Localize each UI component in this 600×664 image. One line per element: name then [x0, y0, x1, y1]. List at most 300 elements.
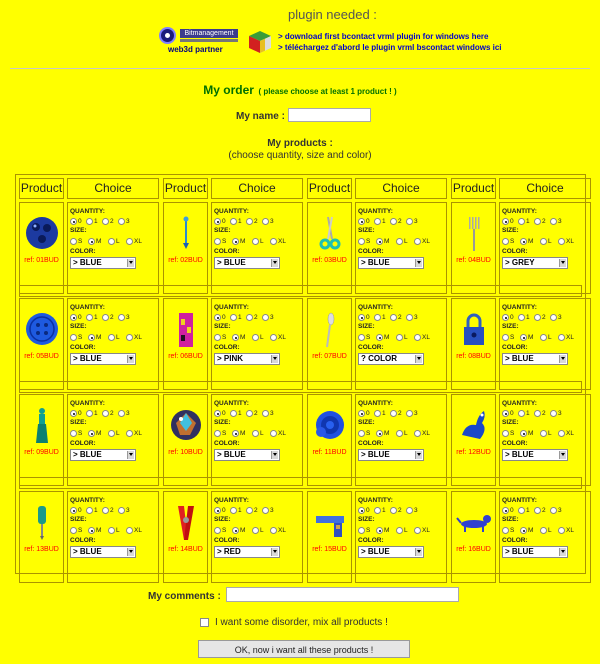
product-cell: [19, 491, 64, 583]
quantity-radio-2[interactable]: [534, 314, 541, 321]
size-radio-m[interactable]: [88, 334, 95, 341]
header: [0, 0, 600, 62]
color-select-value: > BLUE: [217, 258, 246, 267]
quantity-radio-1[interactable]: [230, 507, 237, 514]
quantity-label: QUANTITY:: [214, 497, 249, 504]
quantity-radio-1[interactable]: [374, 507, 381, 514]
size-option-label: M: [384, 334, 390, 341]
size-radio-m[interactable]: [520, 430, 527, 437]
quantity-radio-0[interactable]: [502, 410, 509, 417]
color-select-value: > BLUE: [73, 354, 102, 363]
quantity-label: QUANTITY:: [358, 400, 393, 407]
size-radio-xl[interactable]: [270, 334, 277, 341]
quantity-label: QUANTITY:: [502, 400, 537, 407]
size-radio-xl[interactable]: [558, 238, 565, 245]
size-option-label: L: [404, 430, 408, 437]
color-select[interactable]: [70, 257, 136, 269]
size-option-label: S: [222, 238, 227, 245]
quantity-radio-1[interactable]: [86, 507, 93, 514]
quantity-option-label: 3: [126, 218, 130, 225]
quantity-radio-2[interactable]: [246, 218, 253, 225]
quantity-option-label: 1: [382, 507, 386, 514]
quantity-option-label: 0: [510, 410, 514, 417]
quantity-option-label: 1: [382, 314, 386, 321]
size-radio-l[interactable]: [108, 527, 115, 534]
mix-products-checkbox[interactable]: [200, 618, 209, 627]
size-radio-xl[interactable]: [126, 334, 133, 341]
quantity-radio-2[interactable]: [246, 314, 253, 321]
size-option-label: S: [78, 238, 83, 245]
chevron-down-icon: [271, 259, 278, 267]
size-radio-xl[interactable]: [126, 527, 133, 534]
quantity-option-label: 1: [526, 507, 530, 514]
size-option-label: XL: [134, 527, 142, 534]
choice-cell: [499, 298, 591, 390]
size-radio-xl[interactable]: [414, 334, 421, 341]
color-label: COLOR:: [70, 248, 96, 255]
size-radio-m[interactable]: [520, 527, 527, 534]
quantity-option-label: 2: [254, 507, 258, 514]
size-radio-xl[interactable]: [126, 238, 133, 245]
partner-logo-tagline: [180, 39, 238, 42]
quantity-radio-0[interactable]: [70, 507, 77, 514]
fork-icon: [454, 213, 494, 253]
partner-logo-text: Bitmanagement: [180, 29, 238, 38]
plugin-links: [278, 31, 502, 53]
size-radio-l[interactable]: [108, 238, 115, 245]
color-select[interactable]: [70, 449, 136, 461]
size-radio-xl[interactable]: [558, 527, 565, 534]
quantity-radio-0[interactable]: [358, 410, 365, 417]
size-option-label: XL: [278, 430, 286, 437]
quantity-label: QUANTITY:: [70, 400, 105, 407]
header-product-2: Product: [163, 178, 208, 199]
quantity-label: QUANTITY:: [70, 208, 105, 215]
quantity-radio-3[interactable]: [118, 314, 125, 321]
quantity-label: QUANTITY:: [502, 208, 537, 215]
quantity-option-label: 3: [126, 410, 130, 417]
quantity-radio-0[interactable]: [214, 218, 221, 225]
quantity-option-label: 1: [94, 507, 98, 514]
plugin-link-french[interactable]: > téléchargez d'abord le plugin vrml bscontact windows ici: [278, 43, 502, 52]
chevron-down-icon: [127, 355, 134, 363]
quantity-option-label: 1: [94, 218, 98, 225]
size-radio-m[interactable]: [376, 334, 383, 341]
size-label: SIZE:: [70, 516, 87, 523]
quantity-radio-3[interactable]: [406, 507, 413, 514]
size-radio-s[interactable]: [358, 527, 365, 534]
size-option-label: XL: [422, 527, 430, 534]
quantity-radio-3[interactable]: [262, 218, 269, 225]
product-ref: ref: 11BUD: [312, 449, 347, 456]
size-radio-s[interactable]: [502, 238, 509, 245]
pistol-icon: [310, 502, 350, 542]
quantity-option-label: 1: [526, 410, 530, 417]
size-radio-s[interactable]: [214, 430, 221, 437]
quantity-option-label: 3: [558, 410, 562, 417]
size-radio-s[interactable]: [214, 527, 221, 534]
quantity-radio-3[interactable]: [406, 218, 413, 225]
quantity-radio-3[interactable]: [118, 218, 125, 225]
size-option-label: XL: [422, 430, 430, 437]
quantity-radio-0[interactable]: [70, 314, 77, 321]
scissors-icon: [310, 213, 350, 253]
product-cell: [19, 298, 64, 390]
product-cell: [19, 394, 64, 486]
quantity-radio-0[interactable]: [358, 218, 365, 225]
color-label: COLOR:: [214, 248, 240, 255]
size-radio-l[interactable]: [396, 430, 403, 437]
quantity-option-label: 3: [126, 507, 130, 514]
quantity-radio-0[interactable]: [358, 507, 365, 514]
size-radio-xl[interactable]: [126, 430, 133, 437]
order-title-text: My order: [203, 83, 254, 97]
quantity-option-label: 1: [238, 410, 242, 417]
size-option-label: M: [96, 430, 102, 437]
quantity-radio-0[interactable]: [214, 314, 221, 321]
quantity-radio-3[interactable]: [406, 314, 413, 321]
size-option-label: S: [366, 527, 371, 534]
product-cell: [451, 394, 496, 486]
size-radio-s[interactable]: [502, 527, 509, 534]
quantity-label: QUANTITY:: [502, 304, 537, 311]
header-product-3: Product: [307, 178, 352, 199]
quantity-radio-1[interactable]: [518, 507, 525, 514]
quantity-radio-2[interactable]: [102, 410, 109, 417]
quantity-radio-1[interactable]: [86, 218, 93, 225]
color-select-value: > BLUE: [361, 258, 390, 267]
choice-cell: [355, 491, 447, 583]
comments-input[interactable]: [226, 587, 459, 602]
quantity-radio-1[interactable]: [374, 410, 381, 417]
header-choice-2: Choice: [211, 178, 303, 199]
quantity-radio-1[interactable]: [230, 314, 237, 321]
quantity-option-label: 2: [542, 410, 546, 417]
quantity-radio-0[interactable]: [502, 314, 509, 321]
quantity-option-label: 0: [222, 410, 226, 417]
color-select-value: > BLUE: [505, 547, 534, 556]
quantity-option-label: 1: [94, 314, 98, 321]
size-option-label: M: [240, 527, 246, 534]
size-radio-s[interactable]: [70, 527, 77, 534]
quantity-option-label: 3: [126, 314, 130, 321]
size-option-label: L: [260, 238, 264, 245]
quantity-label: QUANTITY:: [214, 208, 249, 215]
quantity-option-label: 2: [542, 507, 546, 514]
choice-cell: [499, 491, 591, 583]
quantity-radio-1[interactable]: [230, 218, 237, 225]
quantity-radio-3[interactable]: [550, 410, 557, 417]
size-option-label: M: [384, 430, 390, 437]
color-label: COLOR:: [502, 440, 528, 447]
size-radio-l[interactable]: [540, 430, 547, 437]
size-radio-l[interactable]: [396, 527, 403, 534]
size-option-label: XL: [134, 334, 142, 341]
quantity-radio-0[interactable]: [70, 218, 77, 225]
size-radio-xl[interactable]: [558, 334, 565, 341]
size-option-label: S: [222, 430, 227, 437]
quantity-radio-3[interactable]: [118, 410, 125, 417]
quantity-radio-3[interactable]: [262, 314, 269, 321]
quantity-radio-2[interactable]: [102, 218, 109, 225]
size-option-label: M: [528, 238, 534, 245]
size-radio-m[interactable]: [232, 430, 239, 437]
quantity-radio-2[interactable]: [390, 410, 397, 417]
chevron-down-icon: [559, 259, 566, 267]
quantity-radio-0[interactable]: [214, 507, 221, 514]
chevron-down-icon: [271, 451, 278, 459]
quantity-radio-2[interactable]: [534, 507, 541, 514]
size-option-label: M: [96, 527, 102, 534]
size-radio-m[interactable]: [88, 238, 95, 245]
color-select[interactable]: [214, 546, 280, 558]
size-option-label: L: [116, 238, 120, 245]
size-label: SIZE:: [70, 323, 87, 330]
color-label: COLOR:: [70, 440, 96, 447]
choice-cell: [355, 394, 447, 486]
color-select[interactable]: [214, 449, 280, 461]
color-select[interactable]: [502, 546, 568, 558]
choice-cell: [67, 298, 159, 390]
quantity-radio-3[interactable]: [550, 314, 557, 321]
size-radio-s[interactable]: [358, 238, 365, 245]
product-cell: [307, 394, 352, 486]
quantity-option-label: 0: [222, 314, 226, 321]
pink-lighter-icon: [166, 309, 206, 349]
product-ref: ref: 08BUD: [456, 353, 491, 360]
product-cell: [307, 298, 352, 390]
chevron-down-icon: [559, 548, 566, 556]
size-radio-s[interactable]: [358, 334, 365, 341]
screwdriver-icon: [22, 502, 62, 542]
quantity-radio-2[interactable]: [390, 507, 397, 514]
quantity-radio-2[interactable]: [246, 507, 253, 514]
quantity-option-label: 3: [270, 218, 274, 225]
plugin-needed-label: plugin needed :: [288, 7, 377, 22]
blue-pin-icon: [166, 213, 206, 253]
quantity-radio-0[interactable]: [502, 507, 509, 514]
size-radio-l[interactable]: [252, 238, 259, 245]
size-radio-l[interactable]: [396, 334, 403, 341]
quantity-option-label: 2: [398, 314, 402, 321]
size-radio-xl[interactable]: [270, 238, 277, 245]
quantity-radio-2[interactable]: [102, 314, 109, 321]
quantity-option-label: 2: [542, 314, 546, 321]
size-radio-m[interactable]: [88, 430, 95, 437]
quantity-radio-1[interactable]: [518, 410, 525, 417]
quantity-radio-3[interactable]: [550, 218, 557, 225]
size-radio-m[interactable]: [232, 334, 239, 341]
product-ref: ref: 09BUD: [24, 449, 59, 456]
product-ref: ref: 07BUD: [312, 353, 347, 360]
color-select[interactable]: [358, 546, 424, 558]
color-select[interactable]: [502, 353, 568, 365]
choice-cell: [499, 202, 591, 294]
size-radio-s[interactable]: [70, 334, 77, 341]
product-cell: [19, 202, 64, 294]
size-radio-xl[interactable]: [414, 238, 421, 245]
product-ref: ref: 15BUD: [312, 546, 347, 553]
quantity-label: QUANTITY:: [70, 304, 105, 311]
color-select[interactable]: [358, 449, 424, 461]
size-radio-s[interactable]: [70, 430, 77, 437]
size-radio-l[interactable]: [396, 238, 403, 245]
size-radio-xl[interactable]: [558, 430, 565, 437]
quantity-radio-2[interactable]: [390, 314, 397, 321]
quantity-radio-1[interactable]: [230, 410, 237, 417]
size-label: SIZE:: [502, 323, 519, 330]
quantity-label: QUANTITY:: [502, 497, 537, 504]
quantity-radio-3[interactable]: [118, 507, 125, 514]
size-radio-m[interactable]: [232, 238, 239, 245]
quantity-radio-0[interactable]: [502, 218, 509, 225]
color-label: COLOR:: [358, 248, 384, 255]
size-radio-l[interactable]: [252, 527, 259, 534]
size-radio-m[interactable]: [88, 527, 95, 534]
size-option-label: L: [548, 527, 552, 534]
size-radio-m[interactable]: [520, 334, 527, 341]
size-option-label: L: [260, 527, 264, 534]
quantity-radio-1[interactable]: [374, 218, 381, 225]
size-radio-m[interactable]: [520, 238, 527, 245]
size-option-label: XL: [566, 238, 574, 245]
quantity-option-label: 0: [78, 314, 82, 321]
quantity-radio-2[interactable]: [246, 410, 253, 417]
plugin-link-english[interactable]: > download first bcontact vrml plugin for windows here: [278, 32, 489, 41]
color-select[interactable]: [70, 353, 136, 365]
choice-cell: [67, 394, 159, 486]
blue-round-button-icon: [22, 213, 62, 253]
size-option-label: S: [510, 527, 515, 534]
size-option-label: S: [510, 238, 515, 245]
quantity-option-label: 2: [398, 218, 402, 225]
size-radio-l[interactable]: [540, 334, 547, 341]
quantity-radio-3[interactable]: [550, 507, 557, 514]
quantity-option-label: 0: [510, 507, 514, 514]
size-option-label: L: [116, 527, 120, 534]
size-radio-m[interactable]: [232, 527, 239, 534]
color-label: COLOR:: [70, 344, 96, 351]
color-select[interactable]: [358, 257, 424, 269]
size-radio-xl[interactable]: [270, 430, 277, 437]
size-option-label: L: [260, 334, 264, 341]
quantity-radio-3[interactable]: [406, 410, 413, 417]
size-option-label: XL: [134, 430, 142, 437]
size-label: SIZE:: [214, 516, 231, 523]
color-select[interactable]: [502, 449, 568, 461]
quantity-label: QUANTITY:: [214, 304, 249, 311]
submit-order-button[interactable]: OK, now i want all these products !: [198, 640, 410, 658]
quantity-radio-1[interactable]: [86, 410, 93, 417]
quantity-radio-3[interactable]: [262, 410, 269, 417]
name-input[interactable]: [288, 108, 371, 122]
size-option-label: M: [240, 334, 246, 341]
size-radio-l[interactable]: [540, 238, 547, 245]
quantity-option-label: 2: [110, 410, 114, 417]
size-radio-m[interactable]: [376, 527, 383, 534]
quantity-radio-0[interactable]: [214, 410, 221, 417]
size-option-label: L: [404, 527, 408, 534]
quantity-label: QUANTITY:: [358, 208, 393, 215]
color-select[interactable]: [502, 257, 568, 269]
quantity-radio-2[interactable]: [390, 218, 397, 225]
size-radio-l[interactable]: [108, 334, 115, 341]
header-product-4: Product: [451, 178, 496, 199]
quantity-option-label: 2: [110, 507, 114, 514]
bitmanagement-logo-icon: [159, 27, 176, 44]
quantity-radio-0[interactable]: [358, 314, 365, 321]
quantity-radio-2[interactable]: [534, 218, 541, 225]
size-radio-l[interactable]: [108, 430, 115, 437]
size-radio-xl[interactable]: [414, 527, 421, 534]
quantity-radio-2[interactable]: [102, 507, 109, 514]
size-radio-s[interactable]: [214, 238, 221, 245]
quantity-label: QUANTITY:: [214, 400, 249, 407]
quantity-radio-1[interactable]: [518, 314, 525, 321]
size-radio-xl[interactable]: [270, 527, 277, 534]
quantity-option-label: 3: [270, 314, 274, 321]
color-label: COLOR:: [214, 440, 240, 447]
product-ref: ref: 02BUD: [168, 257, 203, 264]
quantity-radio-1[interactable]: [374, 314, 381, 321]
padlock-icon: [454, 309, 494, 349]
color-select[interactable]: [214, 353, 280, 365]
color-select-value: > BLUE: [361, 450, 390, 459]
size-option-label: S: [366, 334, 371, 341]
size-radio-l[interactable]: [252, 430, 259, 437]
color-select[interactable]: [214, 257, 280, 269]
choice-cell: [67, 202, 159, 294]
size-radio-m[interactable]: [376, 238, 383, 245]
quantity-option-label: 3: [414, 218, 418, 225]
chevron-down-icon: [271, 548, 278, 556]
color-label: COLOR:: [358, 537, 384, 544]
size-radio-l[interactable]: [540, 527, 547, 534]
quantity-radio-1[interactable]: [518, 218, 525, 225]
size-radio-s[interactable]: [358, 430, 365, 437]
color-label: COLOR:: [70, 537, 96, 544]
dachshund-icon: [454, 502, 494, 542]
size-radio-m[interactable]: [376, 430, 383, 437]
size-radio-l[interactable]: [252, 334, 259, 341]
chevron-down-icon: [127, 548, 134, 556]
size-radio-s[interactable]: [70, 238, 77, 245]
quantity-option-label: 2: [254, 314, 258, 321]
product-cell: [451, 202, 496, 294]
chevron-down-icon: [127, 259, 134, 267]
size-option-label: L: [548, 334, 552, 341]
size-option-label: XL: [278, 527, 286, 534]
size-radio-s[interactable]: [502, 430, 509, 437]
crystal-ball-icon: [166, 405, 206, 445]
color-select[interactable]: [358, 353, 424, 365]
quantity-radio-1[interactable]: [86, 314, 93, 321]
quantity-radio-3[interactable]: [262, 507, 269, 514]
products-title: My products :: [267, 138, 333, 149]
size-option-label: XL: [422, 334, 430, 341]
size-option-label: M: [96, 334, 102, 341]
color-select[interactable]: [70, 546, 136, 558]
size-radio-s[interactable]: [502, 334, 509, 341]
size-radio-s[interactable]: [214, 334, 221, 341]
size-label: SIZE:: [358, 323, 375, 330]
product-cell: [163, 298, 208, 390]
quantity-option-label: 2: [542, 218, 546, 225]
size-radio-xl[interactable]: [414, 430, 421, 437]
quantity-radio-0[interactable]: [70, 410, 77, 417]
size-option-label: XL: [278, 238, 286, 245]
quantity-radio-2[interactable]: [534, 410, 541, 417]
